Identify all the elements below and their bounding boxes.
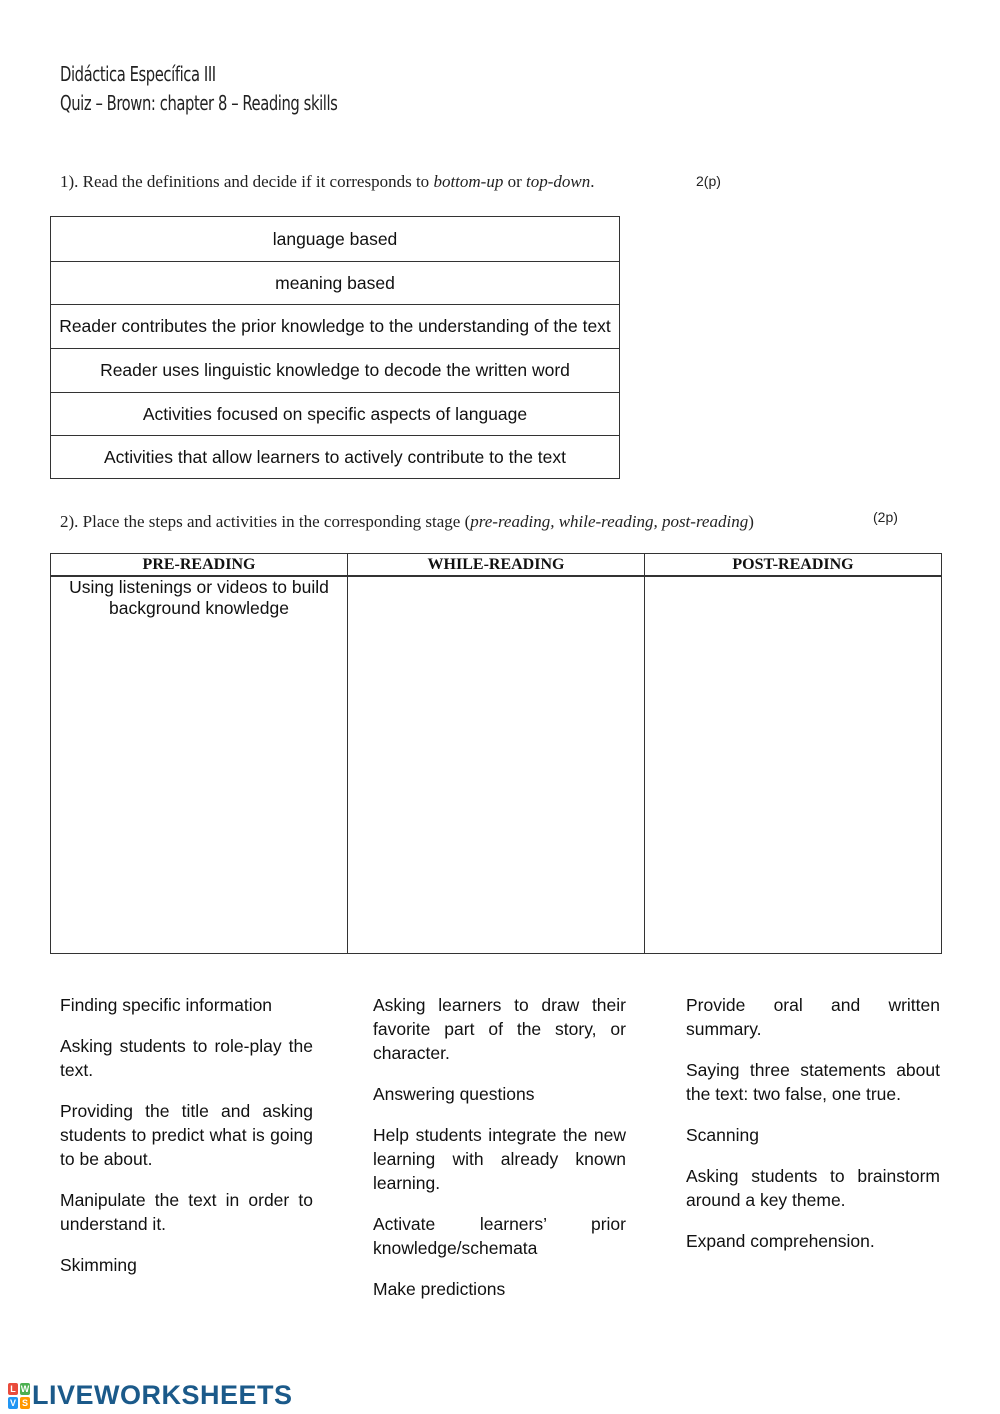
definition-cell[interactable]: Reader contributes the prior knowledge to the understanding of the text (51, 305, 620, 349)
option-item[interactable]: Provide oral and written summary. (686, 995, 940, 1039)
option-item[interactable]: Saying three statements about the text: two false, one true. (686, 1060, 940, 1104)
option-item[interactable]: Make predictions (373, 1279, 506, 1299)
question-1: 1). Read the definitions and decide if it corresponds to bottom-up or top-down. (60, 172, 595, 191)
option-item[interactable]: Skimming (60, 1255, 137, 1275)
option-item[interactable]: Asking students to role-play the text. (60, 1036, 313, 1080)
definition-cell[interactable]: Activities focused on specific aspects of language (51, 393, 620, 436)
option-item[interactable]: Answering questions (373, 1084, 535, 1104)
definition-cell[interactable]: language based (51, 217, 620, 262)
option-item[interactable]: Asking learners to draw their favorite part of the story, or character. (373, 995, 626, 1063)
while-reading-dropzone[interactable] (348, 576, 645, 954)
quiz-title: Quiz – Brown: chapter 8 – Reading skills (60, 91, 338, 115)
question-2-points: (2p) (873, 509, 898, 525)
option-item[interactable]: Expand comprehension. (686, 1231, 875, 1251)
course-title: Didáctica Específica III (60, 62, 216, 86)
definition-cell[interactable]: meaning based (51, 262, 620, 305)
definition-cell[interactable]: Activities that allow learners to actively contribute to the text (51, 436, 620, 479)
options-column-3 (686, 993, 940, 1270)
stages-table (50, 553, 942, 954)
definitions-table (50, 216, 620, 479)
header-while-reading: WHILE-READING (348, 554, 645, 577)
option-item[interactable]: Scanning (686, 1125, 759, 1145)
brand-name[interactable]: LIVEWORKSHEETS (32, 1380, 293, 1410)
option-item[interactable]: Manipulate the text in order to understand it. (60, 1190, 313, 1234)
definition-cell[interactable]: Reader uses linguistic knowledge to decode the written word (51, 349, 620, 393)
option-item[interactable]: Asking students to brainstorm around a key theme. (686, 1166, 940, 1210)
liveworksheets-logo-icon: L W V S (9, 1383, 30, 1408)
liveworksheets-footer (8, 1380, 293, 1411)
post-reading-dropzone[interactable] (645, 576, 942, 954)
header-post-reading: POST-READING (645, 554, 942, 577)
header-pre-reading: PRE-READING (51, 554, 348, 577)
option-item[interactable]: Providing the title and asking students to predict what is going to be about. (60, 1101, 313, 1169)
option-item[interactable]: Activate learners’ prior knowledge/schemata (373, 1214, 626, 1258)
option-item[interactable]: Help students integrate the new learning with already known learning. (373, 1125, 626, 1193)
question-2: 2). Place the steps and activities in the corresponding stage (pre-reading, while-reading, post-reading) (60, 512, 754, 531)
pre-reading-dropzone[interactable]: Using listenings or videos to build background knowledge (51, 576, 348, 954)
question-1-points: 2(p) (696, 173, 721, 189)
document-header (60, 60, 337, 118)
option-item[interactable]: Finding specific information (60, 995, 273, 1015)
options-column-2 (373, 993, 626, 1318)
options-column-1 (60, 993, 313, 1294)
